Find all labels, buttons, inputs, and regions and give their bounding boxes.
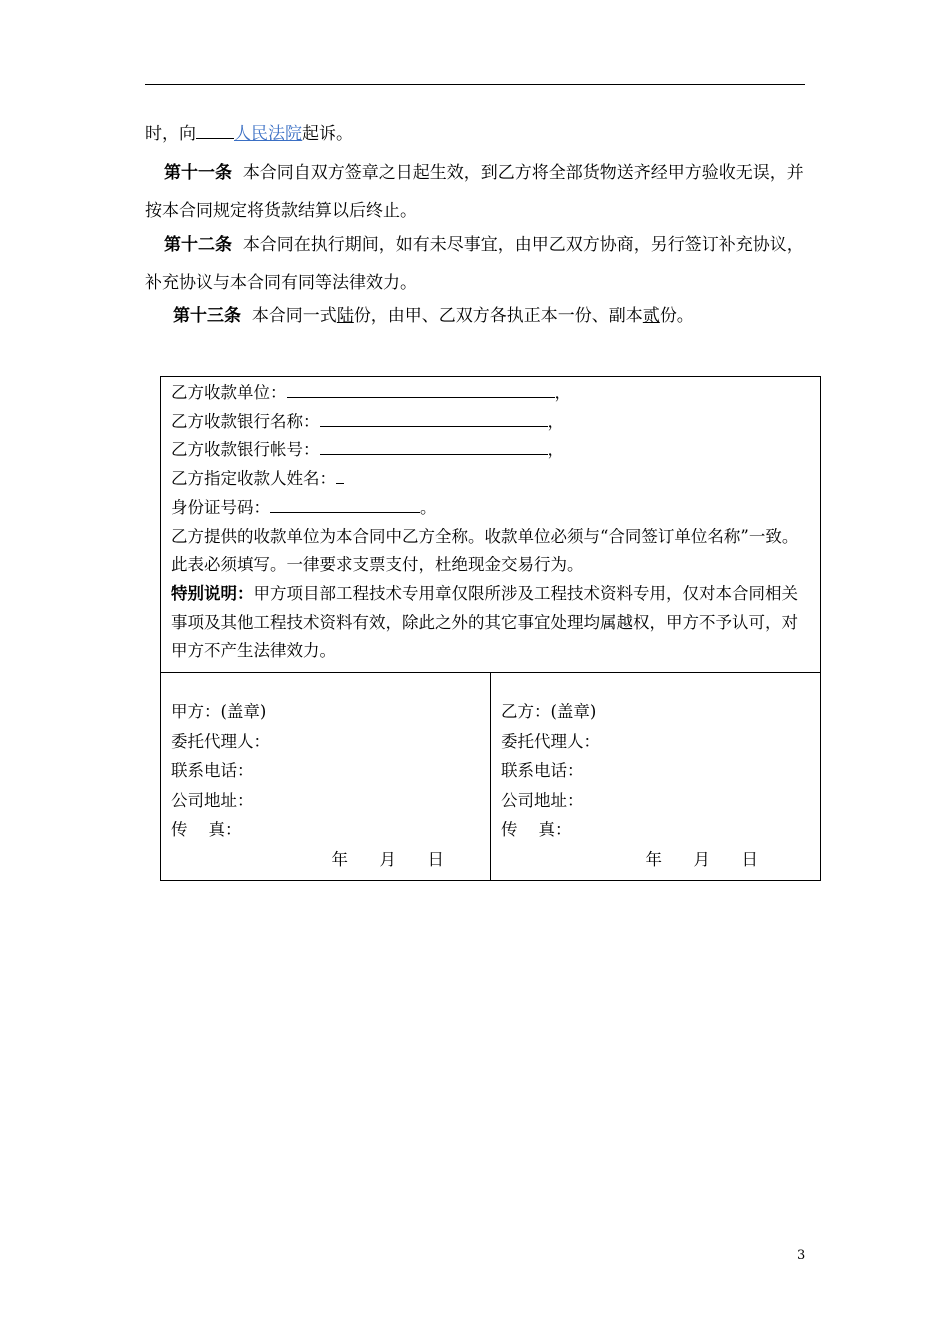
clause-13-label: 第十三条 [173, 306, 241, 326]
clause-12-text: 本合同在执行期间，如有未尽事宜，由甲乙双方协商，另行签订补充协议，补充协议与本合同有同等法律效力。 [145, 235, 804, 293]
bank-name-field[interactable] [320, 408, 548, 427]
party-b-signature-cell [491, 673, 821, 881]
bank-account-field[interactable] [320, 436, 548, 455]
clause-11-text: 本合同自双方签章之日起生效，到乙方将全部货物送齐经甲方验收无误，并按本合同规定将货款结算以后终止。 [145, 163, 804, 221]
party-b-address: 公司地址： [501, 790, 584, 810]
payee-unit-row: 乙方收款单位： ， [171, 379, 810, 408]
id-number-field[interactable] [270, 494, 420, 513]
payment-info-cell [161, 377, 821, 673]
id-number-row: 身份证号码： 。 [171, 494, 810, 523]
clause-11-label: 第十一条 [164, 163, 232, 183]
party-b-title: 乙方：(盖章) [501, 702, 597, 722]
bank-account-row: 乙方收款银行帐号： ， [171, 436, 810, 465]
party-a-phone: 联系电话： [171, 761, 254, 781]
payment-signature-table [160, 376, 821, 881]
bank-name-row: 乙方收款银行名称： ， [171, 408, 810, 437]
page-number: 3 [797, 1248, 806, 1263]
clause-12-label: 第十二条 [164, 235, 232, 255]
party-b-date: 年 月 日 [645, 849, 758, 869]
duplicate-count: 贰 [642, 306, 660, 326]
party-b-phone: 联系电话： [501, 761, 584, 781]
special-note-label: 特别说明： [171, 583, 254, 603]
party-a-fax: 传 真： [171, 820, 242, 840]
party-b-fax: 传 真： [501, 820, 572, 840]
clause-12 [145, 226, 810, 302]
special-note-text: 甲方项目部工程技术专用章仅限所涉及工程技术资料专用，仅对本合同相关事项及其他工程技术资料有效，除此之外的其它事宜处理均属越权，甲方不予认可，对甲方不产生法律效力。 [171, 583, 798, 661]
court-link[interactable]: 人民法院 [234, 124, 302, 144]
payment-note: 乙方提供的收款单位为本合同中乙方全称。收款单位必须与“合同签订单位名称”一致。此表必须填写。一律要求支票支付，杜绝现金交易行为。 [171, 526, 799, 575]
party-a-date: 年 月 日 [331, 849, 444, 869]
header-rule [145, 84, 805, 85]
payee-unit-field[interactable] [287, 379, 555, 398]
clause-13: 第十三条 本合同一式陆份，由甲、乙双方各执正本一份、副本贰份。 [173, 306, 694, 326]
special-note [171, 580, 810, 666]
copies-count: 陆 [336, 306, 354, 326]
party-b-agent: 委托代理人： [501, 731, 600, 751]
party-a-title: 甲方：(盖章) [171, 702, 267, 722]
party-a-signature-cell [161, 673, 491, 881]
clause-11 [145, 154, 810, 230]
court-blank [196, 120, 234, 139]
payee-name-row: 乙方指定收款人姓名： [171, 465, 810, 494]
clause-10-continuation: 时，向 人民法院起诉。 [145, 115, 810, 153]
party-a-agent: 委托代理人： [171, 731, 270, 751]
payee-name-field[interactable] [336, 465, 344, 484]
party-a-address: 公司地址： [171, 790, 254, 810]
